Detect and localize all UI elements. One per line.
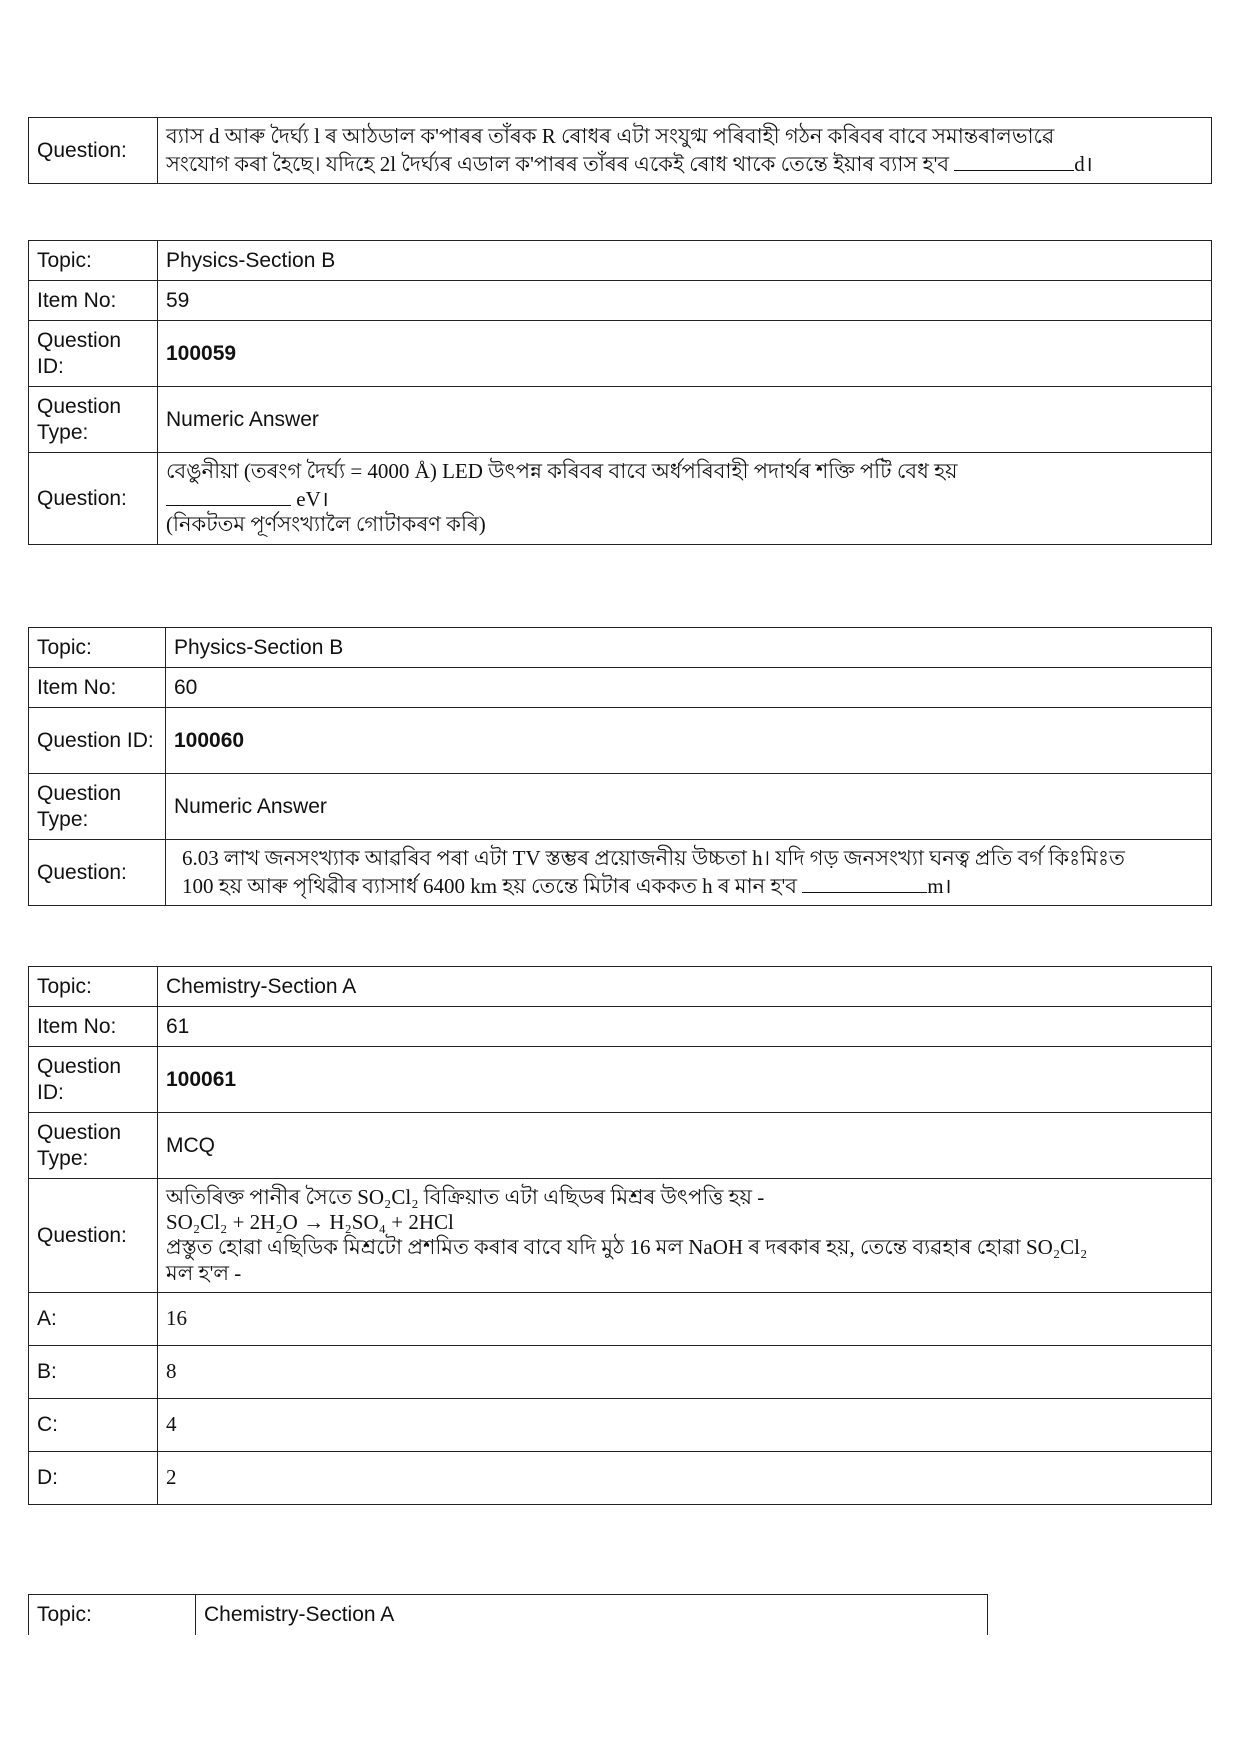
topic-value: Chemistry-Section A <box>196 1595 988 1635</box>
topic-value: Chemistry-Section A <box>158 967 1212 1007</box>
question-type-label: Question Type: <box>29 387 158 453</box>
question-label: Question: <box>29 453 158 545</box>
question-61-line-4: মল হ'ল - <box>166 1260 242 1285</box>
option-b-value: 8 <box>158 1345 1212 1398</box>
question-59-line-3: (নিকটতম পূৰ্ণসংখ্যালৈ গোটাকৰণ কৰি) <box>166 512 486 537</box>
option-a-value: 16 <box>158 1292 1212 1345</box>
option-a-label: A: <box>29 1292 158 1345</box>
question-60-table <box>28 627 1212 906</box>
question-58-table <box>28 117 1212 184</box>
question-58-line-2: সংযোগ কৰা হৈছে। যদিহে 2l দৈৰ্ঘ্যৰ এডাল ক'পাৰৰ তাঁৰৰ একেই ৰোধ থাকে তেন্তে ইয়াৰ ব্যাস হ'ব d। <box>166 149 1203 177</box>
question-59-line-2: eV। <box>166 484 1203 512</box>
topic-label: Topic: <box>29 1595 196 1635</box>
topic-value: Physics-Section B <box>158 241 1212 281</box>
question-label: Question: <box>29 840 166 906</box>
question-60-line-2: 100 হয় আৰু পৃথিৱীৰ ব্যাসাৰ্ধ 6400 km হয় তেন্তে মিটাৰ এককত h ৰ মান হ'ব m। <box>182 871 1203 899</box>
question-60-line-1: 6.03 লাখ জনসংখ্যাক আৱৰিব পৰা এটা TV স্তম্ভৰ প্ৰয়োজনীয় উচ্চতা h। যদি গড় জনসংখ্যা ঘনত্ব প্ৰতি বৰ্গ কিঃমিঃত <box>182 846 1125 870</box>
item-no-label: Item No: <box>29 281 158 321</box>
answer-blank <box>802 871 927 893</box>
option-c-label: C: <box>29 1398 158 1451</box>
question-type-value: Numeric Answer <box>158 387 1212 453</box>
question-id-label: Question ID: <box>29 321 158 387</box>
topic-value: Physics-Section B <box>166 628 1212 668</box>
question-type-label: Question Type: <box>29 1113 158 1179</box>
answer-blank <box>954 149 1074 171</box>
question-label: Question: <box>29 118 158 184</box>
question-id-label: Question ID: <box>29 1047 158 1113</box>
option-b-label: B: <box>29 1345 158 1398</box>
item-no-value: 60 <box>166 668 1212 708</box>
question-59-text <box>158 453 1212 545</box>
option-c-value: 4 <box>158 1398 1212 1451</box>
question-61-equation: SO₂Cl₂ + 2H₂O → H₂SO₄ + 2HCl <box>166 1210 454 1235</box>
item-no-value: 59 <box>158 281 1212 321</box>
question-type-value: Numeric Answer <box>166 774 1212 840</box>
option-d-label: D: <box>29 1451 158 1504</box>
question-58-text <box>158 118 1212 184</box>
question-61-line-1: অতিৰিক্ত পানীৰ সৈতে SO₂Cl₂ বিক্ৰিয়াত এটা এছিডৰ মিশ্ৰৰ উৎপত্তি হয় - <box>166 1185 765 1209</box>
question-61-table <box>28 966 1212 1505</box>
question-type-value: MCQ <box>158 1113 1212 1179</box>
answer-blank <box>166 484 291 506</box>
topic-label: Topic: <box>29 967 158 1007</box>
question-62-table <box>28 1594 988 1635</box>
question-id-value: 100061 <box>158 1047 1212 1113</box>
option-d-value: 2 <box>158 1451 1212 1504</box>
topic-label: Topic: <box>29 241 158 281</box>
question-59-line-1: বেঙুনীয়া (তৰংগ দৈৰ্ঘ্য = 4000 Å) LED উৎপন্ন কৰিবৰ বাবে অৰ্ধপৰিবাহী পদাৰ্থৰ শক্তি পটি বেধ হয় <box>166 459 958 483</box>
topic-label: Topic: <box>29 628 166 668</box>
question-58-line-1: ব্যাস d আৰু দৈৰ্ঘ্য l ৰ আঠডাল ক'পাৰৰ তাঁৰক R ৰোধৰ এটা সংযুগ্ম পৰিবাহী গঠন কৰিবৰ বাবে সমান্তৰালভাৱে <box>166 124 1055 148</box>
question-label: Question: <box>29 1179 158 1293</box>
question-60-text <box>166 840 1212 906</box>
question-id-label: Question ID: <box>29 708 166 774</box>
question-type-label: Question Type: <box>29 774 166 840</box>
question-61-text <box>158 1179 1212 1293</box>
question-id-value: 100059 <box>158 321 1212 387</box>
item-no-value: 61 <box>158 1007 1212 1047</box>
question-59-table <box>28 240 1212 545</box>
item-no-label: Item No: <box>29 1007 158 1047</box>
question-id-value: 100060 <box>166 708 1212 774</box>
item-no-label: Item No: <box>29 668 166 708</box>
question-61-line-3: প্ৰস্তুত হোৱা এছিডিক মিশ্ৰটো প্ৰশমিত কৰাৰ বাবে যদি মুঠ 16 মল NaOH ৰ দৰকাৰ হয়, তেন্তে ব্যৱহাৰ হোৱা SO₂Cl₂ <box>166 1235 1088 1260</box>
